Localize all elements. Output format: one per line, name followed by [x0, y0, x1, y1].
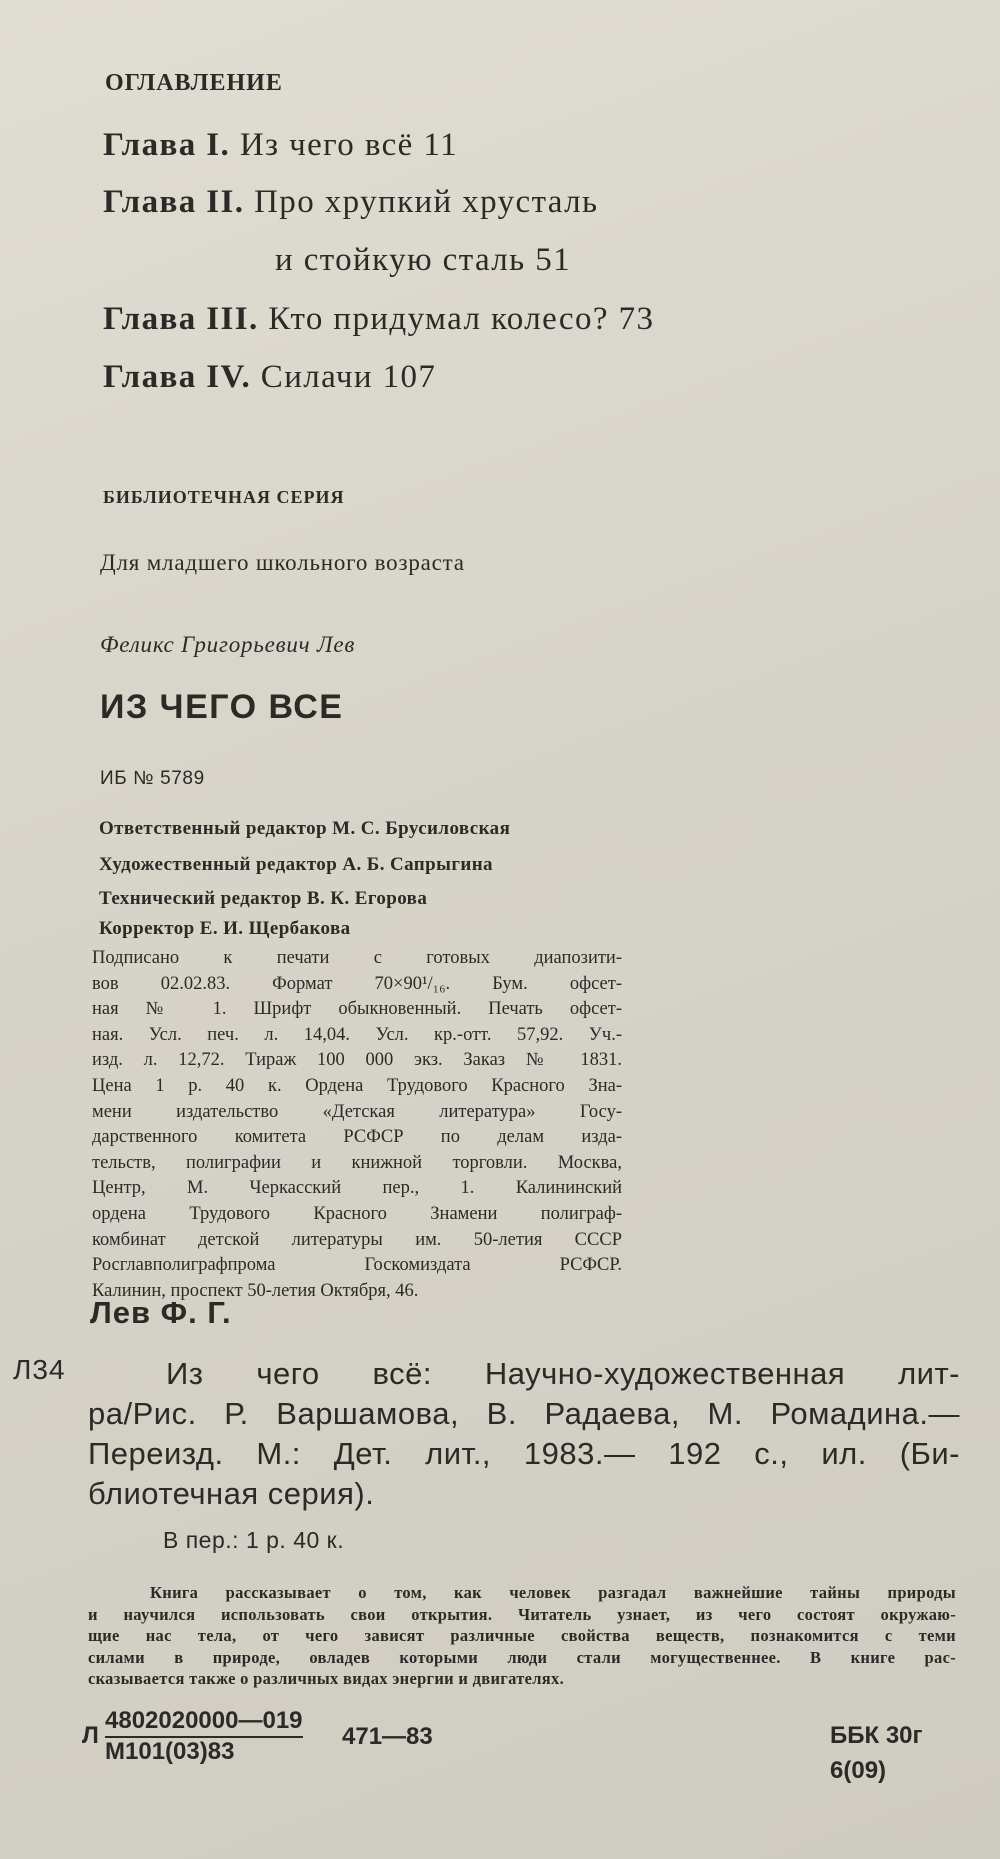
imprint-line: вов 02.02.83. Формат 70×90¹/₁₆. Бум. офсет-: [92, 973, 622, 994]
bbk-subcode: 6(09): [830, 1757, 887, 1784]
toc-chapter-title: Из чего всё: [239, 127, 414, 163]
catalog-description-line: Из чего всё: Научно-художественная лит-: [166, 1356, 960, 1391]
catalog-description-line: ра/Рис. Р. Варшамова, В. Радаева, М. Ромадина.—: [88, 1396, 960, 1431]
ib-number: ИБ № 5789: [100, 768, 205, 789]
book-title: ИЗ ЧЕГО ВСЕ: [100, 688, 344, 726]
biblio-code-bottom: М101(03)83: [105, 1738, 235, 1765]
toc-chapter-label: Глава IV.: [103, 359, 252, 395]
toc-chapter-title: и стойкую сталь: [275, 242, 526, 278]
catalog-price: В пер.: 1 р. 40 к.: [163, 1527, 345, 1553]
catalog-description-line: Переизд. М.: Дет. лит., 1983.— 192 с., ил. (Би-: [88, 1436, 960, 1471]
imprint-line: ная. Усл. печ. л. 14,04. Усл. кр.-отт. 57,92. Уч.-: [92, 1024, 622, 1045]
toc-chapter-title: Кто придумал колесо?: [268, 301, 609, 337]
toc-chapter-page: 73: [618, 301, 655, 337]
imprint-line: дарственного комитета РСФСР по делам изда-: [92, 1127, 622, 1148]
annotation-line: щие нас тела, от чего зависят различные свойства веществ, познакомится с теми: [88, 1626, 956, 1645]
imprint-line: комбинат детской литературы им. 50-летия СССР: [92, 1229, 622, 1250]
toc-heading: ОГЛАВЛЕНИЕ: [105, 70, 283, 96]
staff-proofreader: Корректор Е. И. Щербакова: [99, 918, 351, 939]
annotation: [88, 1582, 956, 1690]
staff-tech-editor: Технический редактор В. К. Егорова: [99, 888, 428, 909]
staff-editor: Ответственный редактор М. С. Брусиловская: [99, 818, 511, 839]
imprint-line: тельств, полиграфии и книжной торговли. Москва,: [92, 1152, 622, 1173]
toc-chapter-title: Про хрупкий хрусталь: [254, 184, 599, 220]
toc-chapter-3: [103, 301, 654, 338]
imprint-block: [92, 946, 622, 1304]
toc-chapter-page: 107: [382, 359, 437, 395]
biblio-code-fraction: [105, 1707, 303, 1766]
toc-chapter-label: Глава I.: [103, 127, 231, 163]
series-label: БИБЛИОТЕЧНАЯ СЕРИЯ: [103, 487, 345, 507]
annotation-line: и научился использовать свои открытия. Читатель узнает, из чего состоят окружаю-: [88, 1604, 956, 1624]
bbk-code: ББК 30г: [830, 1722, 923, 1749]
toc-chapter-label: Глава III.: [103, 301, 259, 337]
toc-chapter-page: 11: [423, 127, 458, 163]
imprint-line: ная № 1. Шрифт обыкновенный. Печать офсет-: [92, 999, 622, 1020]
imprint-line: Подписано к печати с готовых диапозити-: [92, 948, 622, 968]
toc-chapter-4: [103, 359, 436, 396]
annotation-line: сказывается также о различных видах энергии и двигателях.: [88, 1669, 564, 1688]
biblio-number: 471—83: [342, 1723, 433, 1750]
catalog-description: [88, 1354, 960, 1514]
catalog-author: Лев Ф. Г.: [90, 1295, 232, 1330]
imprint-line: Центр, М. Черкасский пер., 1. Калининский: [92, 1178, 622, 1199]
author-full-name: Феликс Григорьевич Лев: [100, 632, 356, 657]
age-group: Для младшего школьного возраста: [100, 550, 465, 575]
toc-chapter-2-continued: [275, 242, 571, 279]
biblio-code-top: 4802020000—019: [105, 1707, 303, 1738]
toc-chapter-1: [103, 127, 458, 164]
staff-art-editor: Художественный редактор А. Б. Сапрыгина: [99, 854, 493, 875]
imprint-line: Цена 1 р. 40 к. Ордена Трудового Красного Зна-: [92, 1075, 622, 1096]
imprint-line: ордена Трудового Красного Знамени полиграф-: [92, 1203, 622, 1224]
imprint-line: изд. л. 12,72. Тираж 100 000 экз. Заказ № 1831.: [92, 1050, 622, 1071]
catalog-code: Л34: [13, 1354, 66, 1385]
toc-chapter-title: Силачи: [260, 359, 373, 395]
toc-chapter-page: 51: [535, 242, 572, 278]
catalog-description-line: блиотечная серия).: [88, 1476, 375, 1511]
imprint-line: мени издательство «Детская литература» Госу-: [92, 1101, 622, 1122]
biblio-letter: Л: [82, 1722, 99, 1749]
annotation-line: силами в природе, овладев которыми люди стали могущественнее. В книге рас-: [88, 1647, 956, 1667]
imprint-line: Росглавполиграфпрома Госкомиздата РСФСР.: [92, 1255, 622, 1276]
imprint-line: Калинин, проспект 50-летия Октября, 46.: [92, 1280, 419, 1301]
toc-chapter-2: [103, 184, 598, 221]
annotation-line: Книга рассказывает о том, как человек разгадал важнейшие тайны природы: [150, 1583, 956, 1602]
toc-chapter-label: Глава II.: [103, 184, 245, 220]
